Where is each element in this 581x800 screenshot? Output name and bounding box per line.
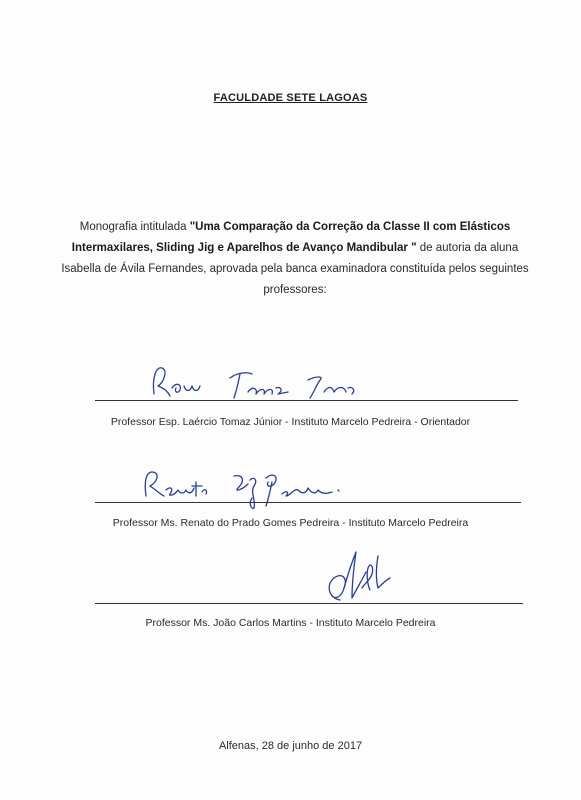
monograph-title: "Uma Comparação da Correção da Classe II com Elásticos Intermaxilares, Sliding Jig e Aparelhos de Avanço Mandibular " [71,221,511,254]
examiner-caption-first: Professor Esp. Laércio Tomaz Júnior - Instituto Marcelo Pedreira - Orientador [110,416,471,428]
examiner-caption-third: Professor Ms. João Carlos Martins - Instituto Marcelo Pedreira [145,617,436,629]
approval-intro: Monografia intitulada [79,221,190,233]
signature-first-examiner [148,358,368,404]
place-and-date: Alfenas, 28 de junho de 2017 [218,740,363,752]
signature-line-first [95,400,518,401]
examiner-caption-second: Professor Ms. Renato do Prado Gomes Pedreira - Instituto Marcelo Pedreira [112,517,469,529]
signature-line-third [95,603,523,604]
signature-line-second [95,502,521,503]
approval-rest: de autoria da aluna Isabella de Ávila Fernandes, aprovada pela banca examinadora constituída pelos seguintes professores: [61,242,529,296]
institution-name: FACULDADE SETE LAGOAS [213,92,368,104]
signature-second-examiner [138,460,358,512]
approval-statement [60,217,530,301]
